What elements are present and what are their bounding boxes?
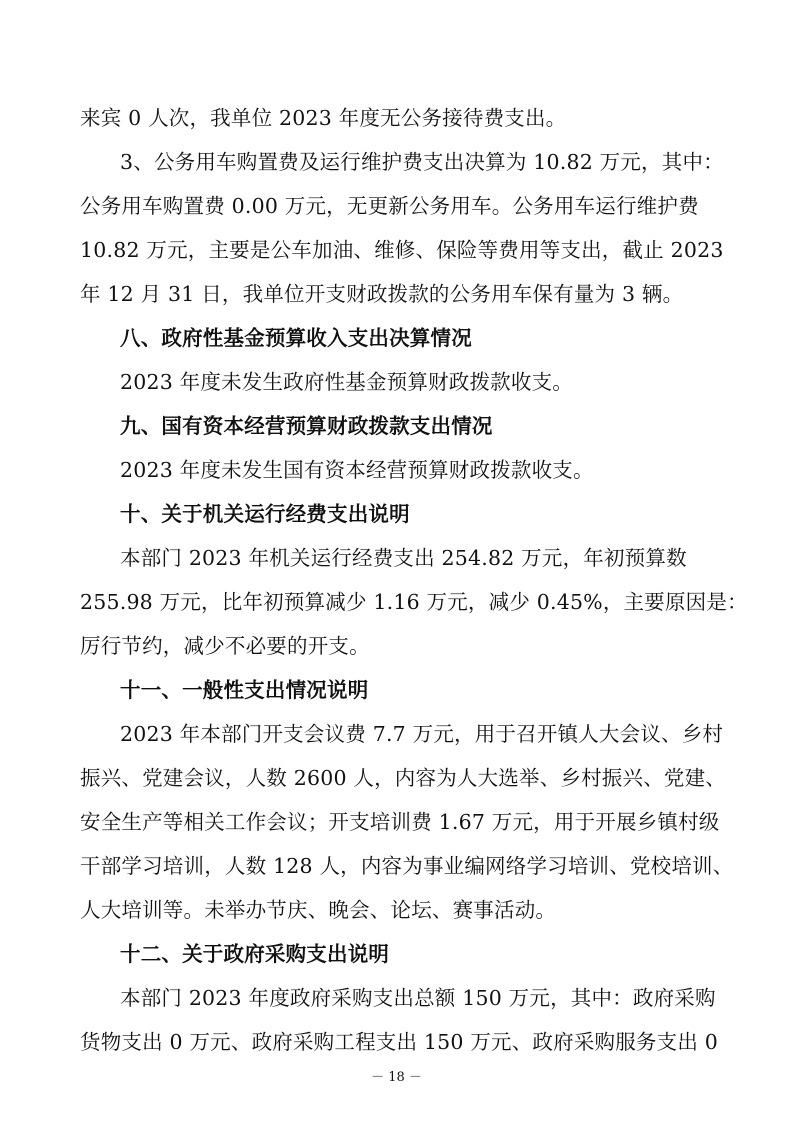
- section-heading: 九、国有资本经营预算财政拨款支出情况: [120, 414, 493, 438]
- paragraph-line: 255.98 万元，比年初预算减少 1.16 万元，减少 0.45%，主要原因是：: [80, 590, 748, 614]
- paragraph-line: 振兴、党建会议，人数 2600 人，内容为人大选举、乡村振兴、党建、: [80, 766, 727, 790]
- paragraph-line: 安全生产等相关工作会议；开支培训费 1.67 万元，用于开展乡镇村级: [80, 810, 720, 834]
- paragraph-line: 2023 年度未发生政府性基金预算财政拨款收支。: [120, 370, 573, 394]
- paragraph-line: 本部门 2023 年度政府采购支出总额 150 万元，其中：政府采购: [120, 986, 716, 1010]
- paragraph-line: 3、公务用车购置费及运行维护费支出决算为 10.82 万元，其中：: [120, 150, 724, 174]
- section-heading: 十、关于机关运行经费支出说明: [120, 502, 410, 526]
- paragraph-line: 来宾 0 人次，我单位 2023 年度无公务接待费支出。: [80, 106, 567, 130]
- paragraph-line: 本部门 2023 年机关运行经费支出 254.82 万元，年初预算数: [120, 546, 687, 570]
- paragraph-line: 10.82 万元，主要是公车加油、维修、保险等费用等支出，截止 2023: [80, 238, 724, 262]
- paragraph-line: 公务用车购置费 0.00 万元，无更新公务用车。公务用车运行维护费: [80, 194, 699, 218]
- paragraph-line: 2023 年度未发生国有资本经营预算财政拨款收支。: [120, 458, 594, 482]
- paragraph-line: 货物支出 0 万元、政府采购工程支出 150 万元、政府采购服务支出 0: [80, 1030, 718, 1054]
- page-number: － 18 －: [371, 1070, 422, 1085]
- section-heading: 十一、一般性支出情况说明: [120, 678, 369, 702]
- paragraph-line: 干部学习培训，人数 128 人，内容为事业编网络学习培训、党校培训、: [80, 854, 734, 878]
- section-heading: 十二、关于政府采购支出说明: [120, 942, 390, 966]
- section-heading: 八、政府性基金预算收入支出决算情况: [120, 326, 472, 350]
- paragraph-line: 2023 年本部门开支会议费 7.7 万元，用于召开镇人大会议、乡村: [120, 722, 724, 746]
- paragraph-line: 年 12 月 31 日，我单位开支财政拨款的公务用车保有量为 3 辆。: [80, 282, 684, 306]
- paragraph-line: 厉行节约，减少不必要的开支。: [80, 634, 370, 658]
- paragraph-line: 人大培训等。未举办节庆、晚会、论坛、赛事活动。: [80, 898, 557, 922]
